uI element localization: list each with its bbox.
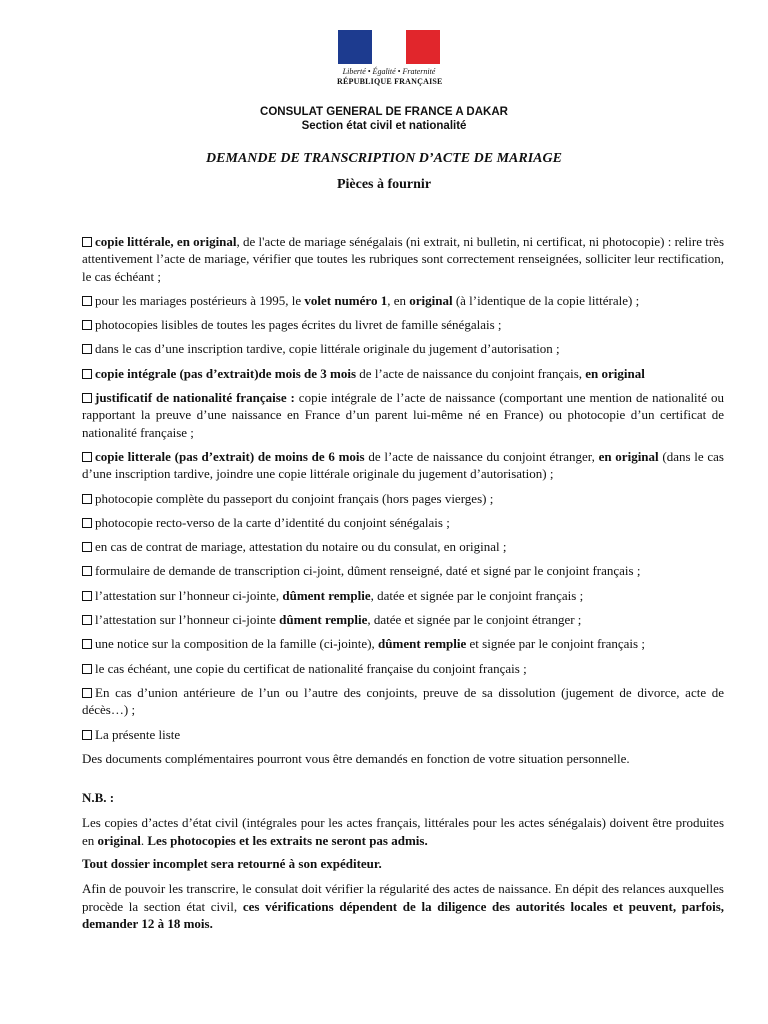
emphasized-text: Les photocopies et les extraits ne seront pas admis. — [147, 832, 428, 848]
checklist-item — [82, 490, 724, 507]
checklist-item — [82, 611, 724, 628]
emphasized-text: copie littérale, en original — [95, 234, 237, 249]
text-run: le cas échéant, une copie du certificat de nationalité française du conjoint français ; — [95, 660, 527, 676]
text-run: l’attestation sur l’honneur ci-jointe, — [95, 587, 283, 603]
emphasized-text: en original — [598, 448, 659, 464]
logo-motto: Liberté • Égalité • Fraternité — [342, 67, 436, 76]
checklist-item — [82, 448, 724, 483]
text-run: photocopie complète du passeport du conjoint français (hors pages vierges) ; — [95, 490, 494, 506]
text-run: pour les mariages postérieurs à 1995, le — [95, 292, 305, 308]
checklist-item — [82, 684, 724, 719]
text-run: Afin de pouvoir les transcrire, le consulat doit vérifier la régularité des actes de naissance. En dépit des relances auxquelles procède la section état civil, — [82, 881, 724, 914]
emphasized-text: ces vérifications dépendent de la diligence des autorités locales et peuvent, parfois, demander 12 à 18 mois. — [82, 898, 724, 931]
checkbox-icon — [82, 639, 92, 649]
text-run: de l’acte de naissance du conjoint étranger, — [364, 448, 599, 464]
emphasized-text: volet numéro 1 — [304, 292, 388, 308]
document-body — [82, 233, 724, 932]
page-title: DEMANDE DE TRANSCRIPTION D’ACTE DE MARIAGE — [206, 151, 562, 166]
emphasized-text: copie litterale (pas d’extrait) de moins de 6 mois — [95, 448, 365, 464]
checklist-item — [82, 389, 724, 441]
checklist-item — [82, 726, 724, 743]
checkbox-icon — [82, 664, 92, 674]
checklist-item — [82, 365, 724, 382]
incomplete-file-warning: Tout dossier incomplet sera retourné à son expéditeur. — [82, 856, 382, 872]
text-run: et signée par le conjoint français ; — [466, 636, 645, 652]
checklist — [82, 233, 724, 743]
page-subtitle: Pièces à fournir — [336, 177, 432, 192]
emphasized-text: original — [97, 832, 141, 848]
checkbox-icon — [82, 730, 92, 740]
checkbox-icon — [82, 452, 92, 462]
text-run: l’attestation sur l’honneur ci-jointe — [95, 612, 280, 628]
checklist-item — [82, 514, 724, 531]
text-run: photocopies lisibles de toutes les pages écrites du livret de famille sénégalais ; — [95, 317, 502, 333]
checklist-item — [82, 587, 724, 604]
text-run: dans le cas d’une inscription tardive, copie littérale originale du jugement d’autorisation ; — [95, 341, 560, 357]
text-run: Les copies d’actes d’état civil (intégrales pour les actes français, littérales pour les actes sénégalais) doivent être produites en — [82, 815, 724, 848]
logo-republic: RÉPUBLIQUE FRANÇAISE — [337, 77, 443, 86]
checklist-item — [82, 233, 724, 285]
emphasized-text: copie intégrale (pas d’extrait)de mois de 3 mois — [95, 365, 357, 381]
checkbox-icon — [82, 542, 92, 552]
text-run: formulaire de demande de transcription ci-joint, dûment renseigné, daté et signé par le conjoint français ; — [95, 563, 641, 579]
checklist-item — [82, 316, 724, 333]
emphasized-text: dûment remplie — [378, 636, 467, 652]
text-run: , datée et signée par le conjoint français ; — [370, 587, 584, 603]
text-run: (à l’identique de la copie littérale) ; — [452, 292, 640, 308]
nb-label: N.B. : — [82, 790, 115, 806]
text-run: une notice sur la composition de la famille (ci-jointe), — [95, 636, 379, 652]
emphasized-text: en original — [585, 365, 645, 381]
checkbox-icon — [82, 688, 92, 698]
checkbox-icon — [82, 494, 92, 504]
checklist-item — [82, 292, 724, 309]
checkbox-icon — [82, 393, 92, 403]
additional-docs-note: Des documents complémentaires pourront vous être demandés en fonction de votre situation personnelle. — [82, 750, 630, 766]
checkbox-icon — [82, 518, 92, 528]
emphasized-text: original — [409, 292, 453, 308]
emphasized-text: dûment remplie — [282, 587, 371, 603]
text-run: de l’acte de naissance du conjoint français, — [356, 365, 586, 381]
nb-paragraph-original — [82, 814, 724, 849]
checkbox-icon — [82, 320, 92, 330]
republique-francaise-logo — [337, 30, 441, 87]
nb-paragraph-verification — [82, 880, 724, 932]
checklist-item — [82, 562, 724, 579]
checkbox-icon — [82, 296, 92, 306]
text-run: copie intégrale de l’acte de naissance (comportant une mention de nationalité ou rapportant la preuve d’une naissance en France d’un parent lui-même né en France) ou photocopie d’un certificat de nationalité française ; — [82, 390, 724, 440]
text-run: (dans le cas d’une inscription tardive, joindre une copie littérale originale du jugement d’autorisation) ; — [82, 448, 724, 482]
text-run: photocopie recto-verso de la carte d’identité du conjoint sénégalais ; — [95, 514, 450, 530]
text-run: . — [140, 832, 148, 848]
consulate-name: CONSULAT GENERAL DE FRANCE A DAKAR — [260, 106, 508, 118]
checkbox-icon — [82, 591, 92, 601]
emphasized-text: dûment remplie — [279, 612, 368, 628]
text-run: en cas de contrat de mariage, attestation du notaire ou du consulat, en original ; — [95, 539, 507, 555]
checkbox-icon — [82, 344, 92, 354]
checkbox-icon — [82, 615, 92, 625]
emphasized-text: justificatif de nationalité française : — [95, 390, 295, 406]
marianne-flag-icon — [338, 30, 440, 64]
checkbox-icon — [82, 369, 92, 379]
text-run: La présente liste — [95, 726, 181, 742]
text-run: , datée et signée par le conjoint étranger ; — [367, 612, 582, 628]
checklist-item — [82, 340, 724, 357]
checkbox-icon — [82, 566, 92, 576]
section-name: Section état civil et nationalité — [301, 120, 467, 132]
checklist-item — [82, 635, 724, 652]
checklist-item — [82, 538, 724, 555]
text-run: En cas d’union antérieure de l’un ou l’autre des conjoints, preuve de sa dissolution (jugement de divorce, acte de décès…) ; — [82, 684, 724, 718]
text-run: , en — [387, 292, 410, 308]
checklist-item — [82, 660, 724, 677]
text-run: , de l'acte de mariage sénégalais (ni extrait, ni bulletin, ni certificat, ni photocopie) : relire très attentivement l’acte de mariage, vérifier que toutes les rubriques sont correctement renseignées, solliciter leur rectification, le cas échéant ; — [82, 234, 725, 284]
checkbox-icon — [82, 237, 92, 247]
